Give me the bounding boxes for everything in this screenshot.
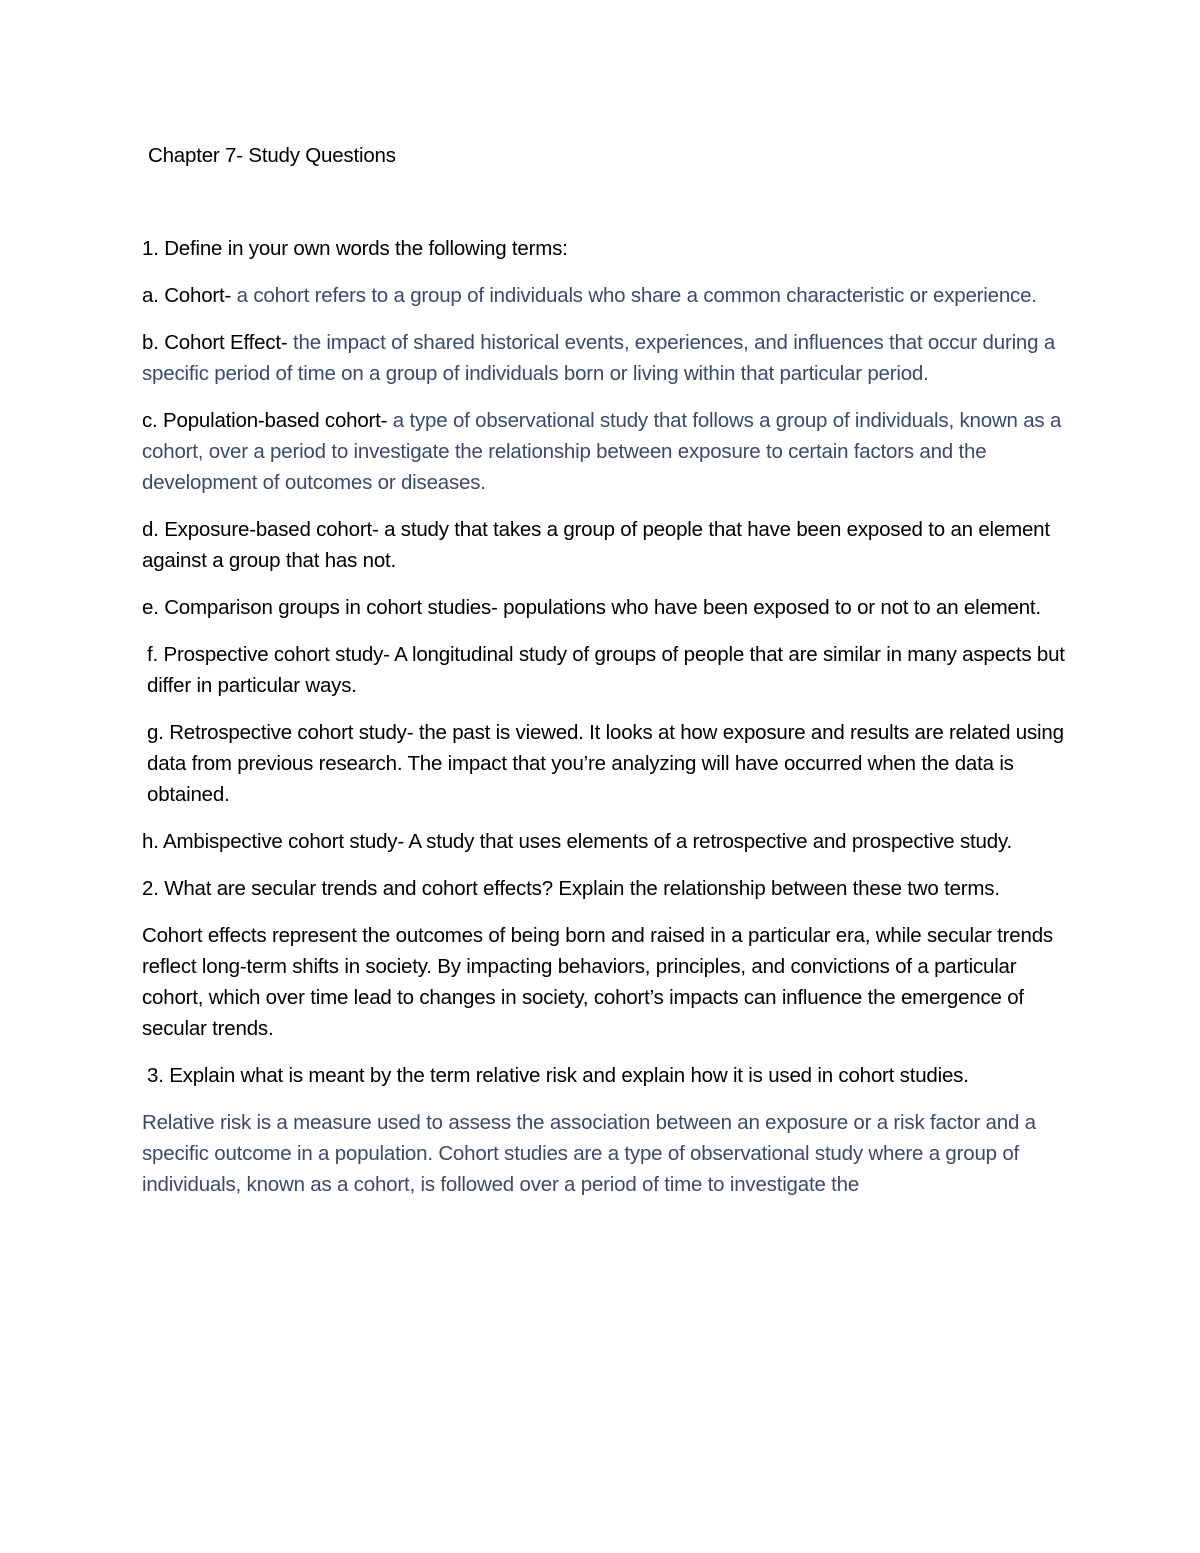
term-definition: A study that uses elements of a retrospective and prospective study. — [403, 830, 1012, 853]
term-e — [142, 592, 1072, 623]
term-f — [142, 639, 1072, 701]
term-label: d. Exposure-based cohort- — [142, 518, 379, 541]
question-2-prompt: 2. What are secular trends and cohort effects? Explain the relationship between these two terms. — [142, 877, 1000, 900]
term-definition: A longitudinal study of groups of people that are similar in many aspects but differ in particular ways. — [147, 643, 1065, 697]
page-title: Chapter 7- Study Questions — [148, 144, 396, 167]
term-definition: a study that takes a group of people that have been exposed to an element against a group that has not. — [142, 518, 1050, 572]
question-3-answer: Relative risk is a measure used to assess the association between an exposure or a risk factor and a specific outcome in a population. Cohort studies are a type of observational study where a group of individuals, known as a cohort, is followed over a period of time to investigate the — [142, 1111, 1036, 1196]
term-definition: a cohort refers to a group of individuals who share a common characteristic or experience. — [231, 284, 1037, 307]
term-definition: populations who have been exposed to or not to an element. — [497, 596, 1041, 619]
term-label: b. Cohort Effect- — [142, 331, 288, 354]
question-3-prompt: 3. Explain what is meant by the term relative risk and explain how it is used in cohort studies. — [147, 1064, 969, 1087]
document-page — [142, 140, 1072, 1216]
question-1-prompt: 1. Define in your own words the following terms: — [142, 237, 568, 260]
term-label: g. Retrospective cohort study- — [147, 721, 414, 744]
term-h — [142, 826, 1072, 857]
term-label: a. Cohort- — [142, 284, 232, 307]
term-g — [142, 717, 1072, 810]
term-label: c. Population-based cohort- — [142, 409, 388, 432]
term-label: f. Prospective cohort study- — [147, 643, 390, 666]
term-label: h. Ambispective cohort study- — [142, 830, 404, 853]
term-b — [142, 327, 1072, 389]
term-a — [142, 280, 1072, 311]
term-label: e. Comparison groups in cohort studies- — [142, 596, 498, 619]
term-definition: the impact of shared historical events, experiences, and influences that occur during a specific period of time on a group of individuals born or living within that particular period. — [142, 331, 1056, 385]
term-d — [142, 514, 1072, 576]
term-definition: the past is viewed. It looks at how exposure and results are related using data from previous research. The impact that you’re analyzing will have occurred when the data is obtained. — [147, 721, 1064, 806]
term-definition: a type of observational study that follows a group of individuals, known as a cohort, over a period to investigate the relationship between exposure to certain factors and the development of outcomes or diseases. — [142, 409, 1062, 494]
term-c — [142, 405, 1072, 498]
question-2-answer: Cohort effects represent the outcomes of being born and raised in a particular era, while secular trends reflect long-term shifts in society. By impacting behaviors, principles, and convictions of a particular cohort, which over time lead to changes in society, cohort’s impacts can influence the emergence of secular trends. — [142, 924, 1053, 1040]
